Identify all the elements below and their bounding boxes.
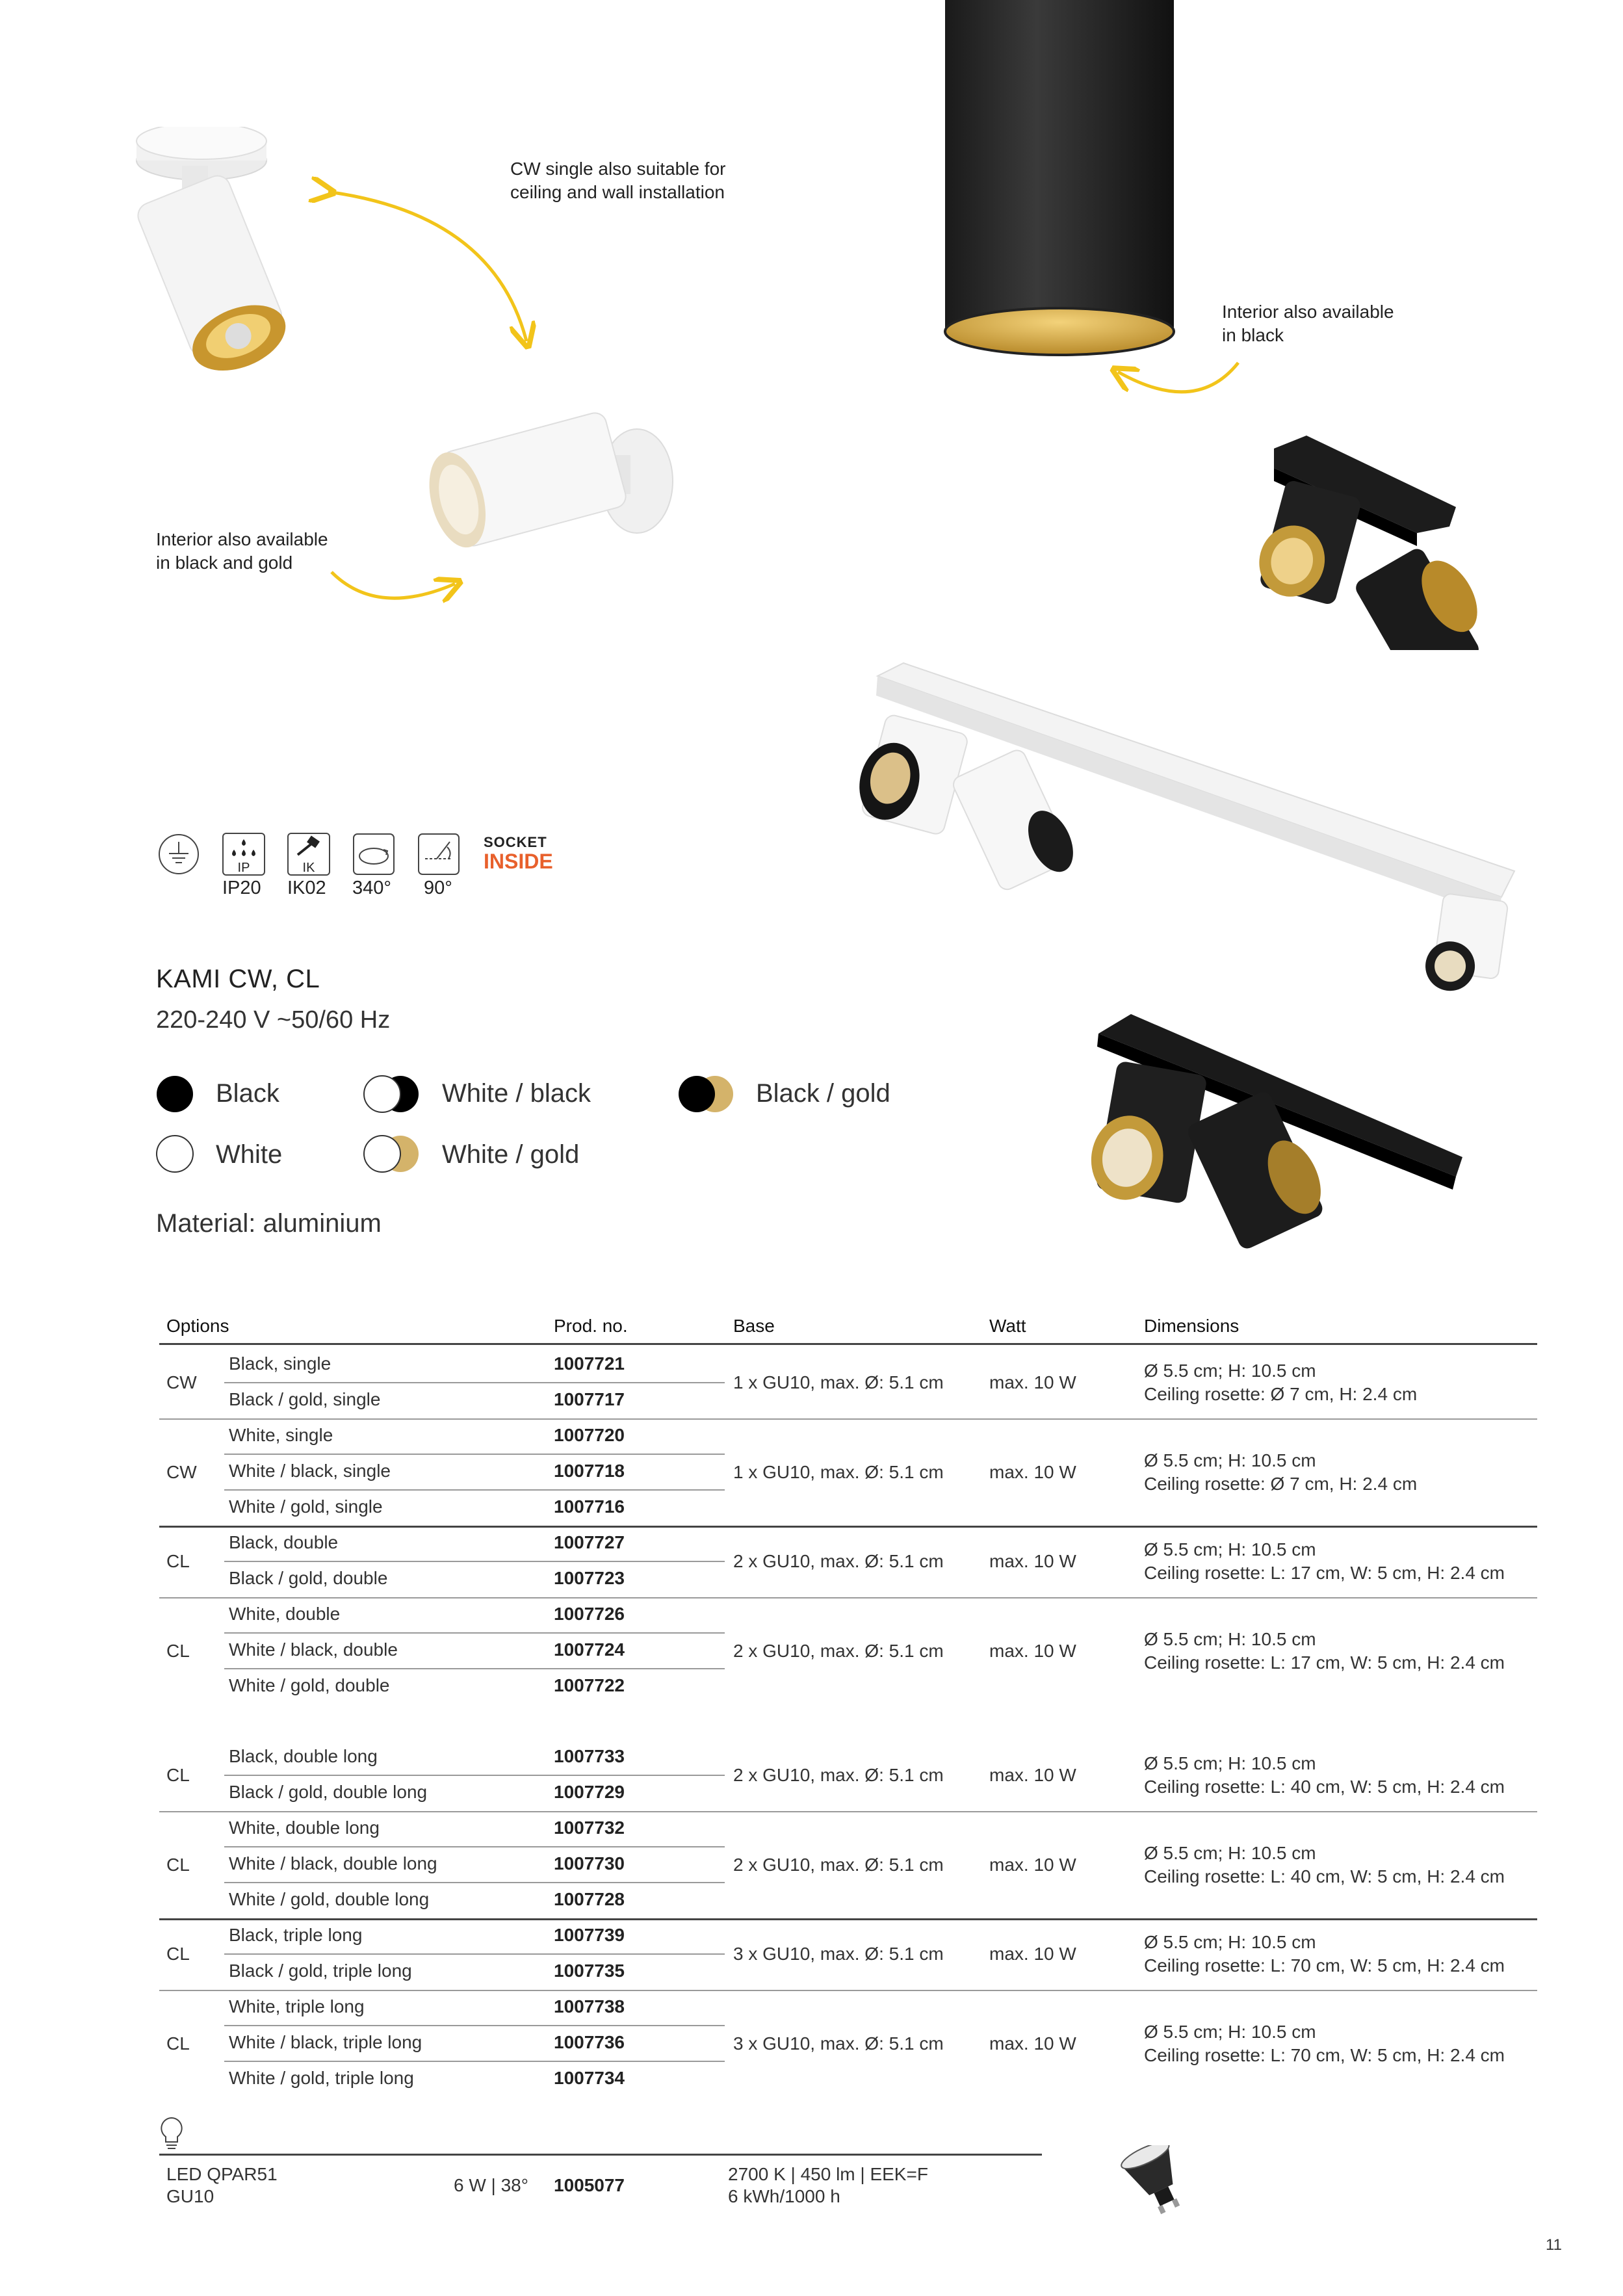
group-type: CL bbox=[166, 1854, 190, 1875]
swatch-white-icon bbox=[155, 1134, 195, 1174]
lamp-prod-no: 1005077 bbox=[554, 2175, 625, 2195]
group-type: CL bbox=[166, 1765, 190, 1785]
row-rule bbox=[224, 1775, 725, 1776]
ground-icon bbox=[157, 833, 200, 876]
row-rule bbox=[224, 1632, 725, 1634]
header-options: Options bbox=[166, 1316, 229, 1336]
header-watt: Watt bbox=[989, 1316, 1026, 1336]
row-prod-no: 1007721 bbox=[554, 1353, 625, 1374]
header-dimensions: Dimensions bbox=[1144, 1316, 1240, 1336]
group-base: 3 x GU10, max. Ø: 5.1 cm bbox=[733, 1944, 944, 1964]
swatch-label: White / gold bbox=[442, 1140, 580, 1169]
row-prod-no: 1007722 bbox=[554, 1675, 625, 1695]
swatch-white-black-icon bbox=[359, 1074, 424, 1114]
callout-line: ceiling and wall installation bbox=[510, 182, 725, 202]
row-name: White, double bbox=[229, 1604, 341, 1624]
lamp-name-line: LED QPAR51 bbox=[166, 2164, 278, 2184]
row-name: Black, single bbox=[229, 1353, 331, 1374]
group-dim-1: Ø 5.5 cm; H: 10.5 cm bbox=[1144, 1628, 1316, 1649]
group-base: 1 x GU10, max. Ø: 5.1 cm bbox=[733, 1372, 944, 1392]
swatch-label: Black / gold bbox=[756, 1079, 890, 1108]
callout-line: in black and gold bbox=[156, 553, 293, 573]
row-name: Black / gold, triple long bbox=[229, 1961, 412, 1981]
group-watt: max. 10 W bbox=[989, 1461, 1076, 1482]
header-base: Base bbox=[733, 1316, 775, 1336]
ip-rating-icon bbox=[222, 833, 265, 876]
row-prod-no: 1007735 bbox=[554, 1961, 625, 1981]
row-prod-no: 1007738 bbox=[554, 1996, 625, 2016]
row-name: White, triple long bbox=[229, 1996, 365, 2016]
row-name: White / black, single bbox=[229, 1461, 391, 1481]
group-type: CL bbox=[166, 2033, 190, 2054]
group-watt: max. 10 W bbox=[989, 1551, 1076, 1571]
ik-badge-text: IK bbox=[302, 861, 315, 875]
group-watt: max. 10 W bbox=[989, 1372, 1076, 1392]
row-rule bbox=[224, 1882, 725, 1883]
row-name: White / gold, triple long bbox=[229, 2068, 414, 2088]
hammer-icon bbox=[289, 834, 329, 857]
product-photo-black-double-long bbox=[1079, 1008, 1469, 1255]
group-base: 2 x GU10, max. Ø: 5.1 cm bbox=[733, 1765, 944, 1785]
row-prod-no: 1007726 bbox=[554, 1604, 625, 1624]
row-name: White / gold, double long bbox=[229, 1889, 430, 1909]
group-watt: max. 10 W bbox=[989, 2033, 1076, 2054]
group-watt: max. 10 W bbox=[989, 1640, 1076, 1661]
row-prod-no: 1007736 bbox=[554, 2032, 625, 2052]
row-prod-no: 1007732 bbox=[554, 1818, 625, 1838]
row-prod-no: 1007727 bbox=[554, 1532, 625, 1552]
droplets-icon bbox=[224, 834, 264, 857]
row-name: White / gold, single bbox=[229, 1496, 383, 1517]
row-name: White, single bbox=[229, 1425, 333, 1445]
row-prod-no: 1007718 bbox=[554, 1461, 625, 1481]
row-name: Black, triple long bbox=[229, 1925, 363, 1945]
row-prod-no: 1007720 bbox=[554, 1425, 625, 1445]
product-photo-white-triple-long bbox=[845, 650, 1534, 1014]
row-prod-no: 1007724 bbox=[554, 1639, 625, 1660]
group-rule bbox=[159, 1418, 1537, 1420]
product-title: KAMI CW, CL bbox=[156, 965, 320, 993]
group-rule bbox=[159, 1526, 1537, 1528]
group-watt: max. 10 W bbox=[989, 1944, 1076, 1964]
group-base: 2 x GU10, max. Ø: 5.1 cm bbox=[733, 1854, 944, 1875]
group-dim-1: Ø 5.5 cm; H: 10.5 cm bbox=[1144, 1361, 1316, 1381]
ip-badge-text: IP bbox=[237, 861, 250, 875]
lamp-bulb-photo bbox=[1118, 2145, 1196, 2217]
curved-arrow-icon bbox=[331, 572, 455, 598]
group-dim-1: Ø 5.5 cm; H: 10.5 cm bbox=[1144, 1842, 1316, 1863]
ip-label: IP20 bbox=[222, 878, 261, 898]
curved-arrow-icon bbox=[328, 192, 526, 341]
row-prod-no: 1007729 bbox=[554, 1782, 625, 1802]
callout-line: CW single also suitable for bbox=[510, 159, 726, 179]
lamp-spec-line: 2700 K | 450 lm | EEK=F bbox=[728, 2164, 928, 2184]
group-base: 3 x GU10, max. Ø: 5.1 cm bbox=[733, 2033, 944, 2054]
row-rule bbox=[224, 1454, 725, 1455]
row-rule bbox=[224, 1953, 725, 1955]
group-dim-1: Ø 5.5 cm; H: 10.5 cm bbox=[1144, 1932, 1316, 1952]
group-dim-2: Ceiling rosette: L: 17 cm, W: 5 cm, H: 2.4 cm bbox=[1144, 1563, 1505, 1583]
ik-label: IK02 bbox=[287, 878, 326, 898]
group-type: CL bbox=[166, 1640, 190, 1661]
group-rule bbox=[159, 1918, 1537, 1920]
row-name: White / black, double bbox=[229, 1639, 398, 1660]
row-prod-no: 1007723 bbox=[554, 1568, 625, 1588]
swatch-label: Black bbox=[216, 1079, 279, 1108]
row-rule bbox=[224, 1489, 725, 1491]
callout-line: Interior also available bbox=[1222, 302, 1394, 322]
row-rule bbox=[224, 1846, 725, 1847]
group-dim-2: Ceiling rosette: Ø 7 cm, H: 2.4 cm bbox=[1144, 1384, 1418, 1404]
callout-line: in black bbox=[1222, 325, 1284, 345]
row-prod-no: 1007739 bbox=[554, 1925, 625, 1945]
row-rule bbox=[224, 2025, 725, 2026]
rotation-icon bbox=[352, 833, 395, 876]
product-voltage: 220-240 V ~50/60 Hz bbox=[156, 1006, 391, 1034]
row-rule bbox=[224, 2061, 725, 2062]
group-dim-2: Ceiling rosette: L: 70 cm, W: 5 cm, H: 2.4 cm bbox=[1144, 2044, 1505, 2065]
rotation-label: 340° bbox=[352, 878, 391, 898]
row-prod-no: 1007734 bbox=[554, 2068, 625, 2088]
socket-logo-line: SOCKET bbox=[484, 834, 547, 850]
lamp-name-line: GU10 bbox=[166, 2186, 214, 2206]
socket-inside-logo bbox=[484, 833, 553, 873]
lamp-spec-line: 6 kWh/1000 h bbox=[728, 2186, 840, 2206]
ik-rating-icon bbox=[287, 833, 330, 876]
tilt-icon bbox=[417, 833, 460, 876]
row-name: Black / gold, double long bbox=[229, 1782, 428, 1802]
row-name: White / black, triple long bbox=[229, 2032, 422, 2052]
header-rule bbox=[159, 1343, 1537, 1345]
socket-logo-line: INSIDE bbox=[484, 850, 553, 873]
group-dim-2: Ceiling rosette: L: 70 cm, W: 5 cm, H: 2.4 cm bbox=[1144, 1955, 1505, 1976]
row-prod-no: 1007730 bbox=[554, 1853, 625, 1873]
swatch-black-gold-icon bbox=[673, 1074, 738, 1114]
group-dim-2: Ceiling rosette: Ø 7 cm, H: 2.4 cm bbox=[1144, 1473, 1418, 1494]
lamp-power: 6 W | 38° bbox=[454, 2175, 528, 2195]
swatch-black-icon bbox=[155, 1074, 195, 1114]
group-watt: max. 10 W bbox=[989, 1854, 1076, 1875]
group-dim-2: Ceiling rosette: L: 40 cm, W: 5 cm, H: 2.4 cm bbox=[1144, 1777, 1505, 1797]
group-dim-1: Ø 5.5 cm; H: 10.5 cm bbox=[1144, 1450, 1316, 1470]
group-base: 2 x GU10, max. Ø: 5.1 cm bbox=[733, 1551, 944, 1571]
group-type: CL bbox=[166, 1551, 190, 1571]
header-prod-no: Prod. no. bbox=[554, 1316, 628, 1336]
row-name: Black, double bbox=[229, 1532, 339, 1552]
page-number: 11 bbox=[1546, 2236, 1562, 2254]
row-prod-no: 1007716 bbox=[554, 1496, 625, 1517]
group-rule bbox=[159, 1990, 1537, 1991]
row-name: Black / gold, double bbox=[229, 1568, 388, 1588]
group-watt: max. 10 W bbox=[989, 1765, 1076, 1785]
row-name: Black, double long bbox=[229, 1746, 378, 1766]
bulb-icon bbox=[159, 2117, 185, 2150]
group-type: CW bbox=[166, 1461, 197, 1482]
swatch-label: White / black bbox=[442, 1079, 591, 1108]
row-rule bbox=[224, 1668, 725, 1669]
lamp-name bbox=[166, 2163, 278, 2208]
row-name: White, double long bbox=[229, 1818, 380, 1838]
curved-arrow-icon bbox=[1118, 363, 1238, 392]
row-rule bbox=[224, 1561, 725, 1562]
row-rule bbox=[224, 1382, 725, 1383]
group-dim-1: Ø 5.5 cm; H: 10.5 cm bbox=[1144, 1539, 1316, 1559]
group-dim-2: Ceiling rosette: L: 17 cm, W: 5 cm, H: 2.4 cm bbox=[1144, 1652, 1505, 1673]
product-material: Material: aluminium bbox=[156, 1209, 382, 1238]
group-rule bbox=[159, 1811, 1537, 1812]
arrows-overlay bbox=[0, 0, 1623, 650]
swatch-white-gold-icon bbox=[359, 1134, 424, 1174]
group-base: 2 x GU10, max. Ø: 5.1 cm bbox=[733, 1640, 944, 1661]
group-dim-1: Ø 5.5 cm; H: 10.5 cm bbox=[1144, 2021, 1316, 2042]
row-prod-no: 1007733 bbox=[554, 1746, 625, 1766]
group-rule bbox=[159, 1597, 1537, 1598]
row-name: White / gold, double bbox=[229, 1675, 390, 1695]
row-name: Black / gold, single bbox=[229, 1389, 381, 1409]
tilt-label: 90° bbox=[424, 878, 452, 898]
group-type: CL bbox=[166, 1944, 190, 1964]
row-name: White / black, double long bbox=[229, 1853, 437, 1873]
row-prod-no: 1007717 bbox=[554, 1389, 625, 1409]
callout-line: Interior also available bbox=[156, 529, 328, 549]
lamp-spec bbox=[728, 2163, 928, 2208]
group-base: 1 x GU10, max. Ø: 5.1 cm bbox=[733, 1461, 944, 1482]
group-type: CW bbox=[166, 1372, 197, 1392]
group-dim-1: Ø 5.5 cm; H: 10.5 cm bbox=[1144, 1753, 1316, 1773]
lamp-rule bbox=[159, 2154, 1042, 2156]
group-dim-2: Ceiling rosette: L: 40 cm, W: 5 cm, H: 2.4 cm bbox=[1144, 1866, 1505, 1886]
swatch-label: White bbox=[216, 1140, 283, 1169]
row-prod-no: 1007728 bbox=[554, 1889, 625, 1909]
